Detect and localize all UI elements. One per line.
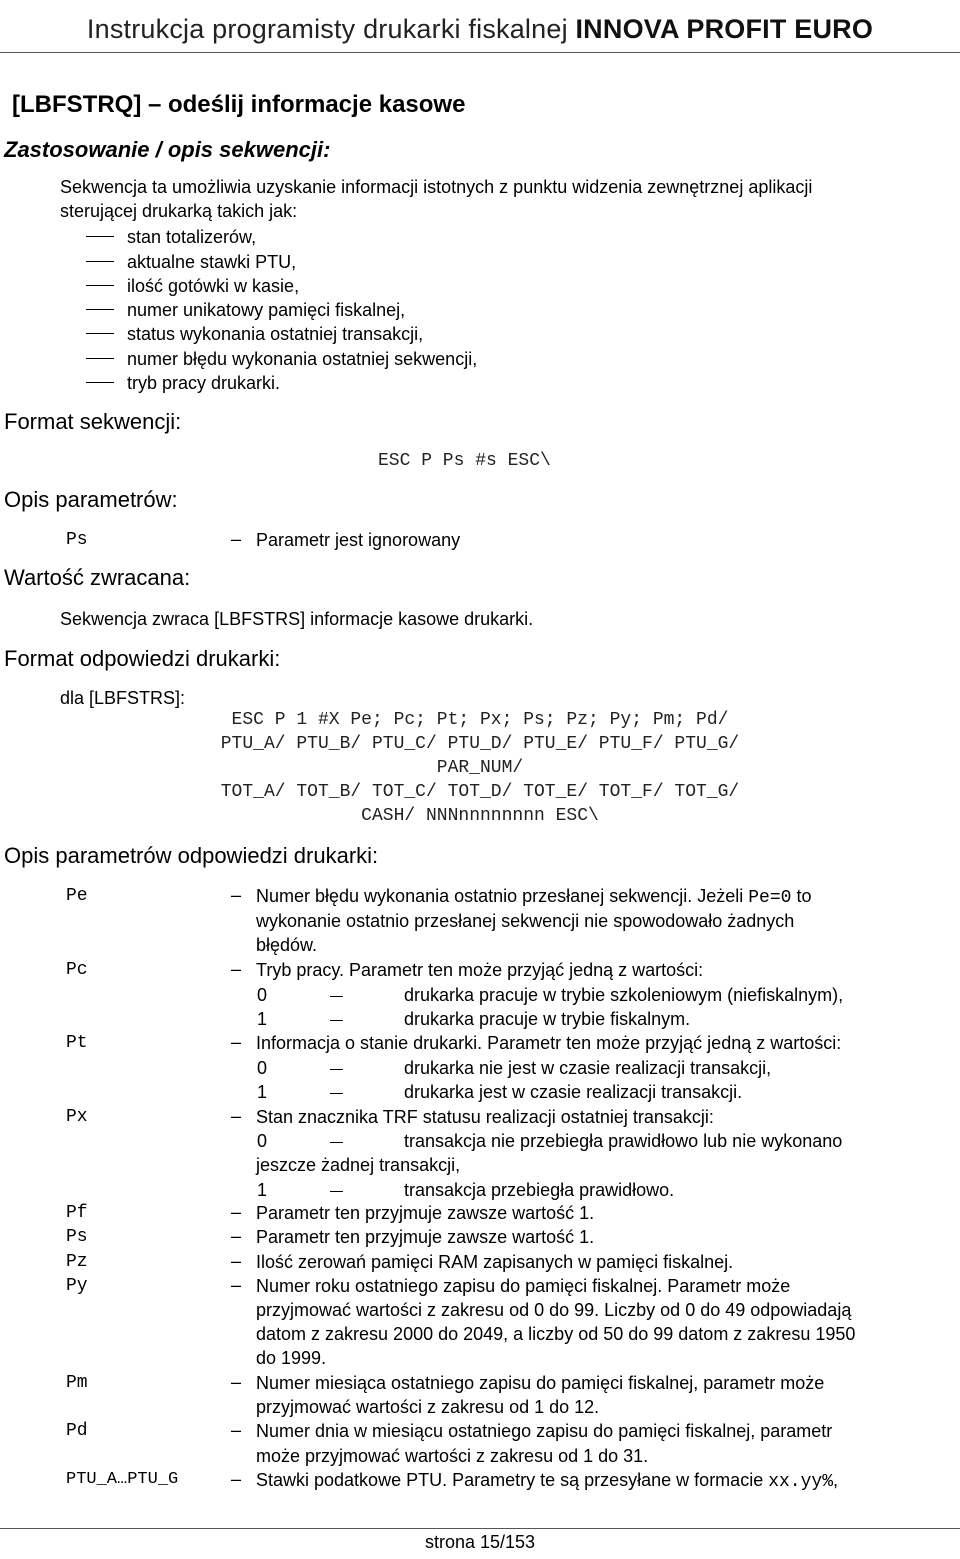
usage-heading: Zastosowanie / opis sekwencji: bbox=[4, 137, 331, 162]
bullet-dash bbox=[86, 236, 114, 237]
bullet-dash bbox=[86, 382, 114, 383]
param-description: Ilość zerowań pamięci RAM zapisanych w pamięci fiskalnej. bbox=[256, 1252, 734, 1272]
param-description: Stawki podatkowe PTU. Parametry te są przesyłane w formacie xx.yy%, bbox=[256, 1470, 839, 1492]
param-dash: – bbox=[231, 959, 242, 979]
param-name: Pe bbox=[66, 886, 88, 906]
param-description: datom z zakresu 2000 do 2049, a liczby od 50 do 99 datom z zakresu 1950 bbox=[256, 1324, 856, 1344]
format-sequence: ESC P Ps #s ESC\ bbox=[378, 451, 551, 471]
param-dash: – bbox=[231, 1469, 242, 1489]
param-description: przyjmować wartości z zakresu od 1 do 12. bbox=[256, 1397, 600, 1417]
param-dash: – bbox=[231, 1420, 242, 1440]
param-dash: – bbox=[231, 1202, 242, 1222]
value-description: drukarka jest w czasie realizacji transakcji. bbox=[404, 1082, 743, 1102]
page-number: strona 15/153 bbox=[424, 1532, 536, 1552]
param-dash: – bbox=[231, 1032, 242, 1052]
value-number: 1 bbox=[257, 1180, 268, 1200]
value-description: drukarka pracuje w trybie szkoleniowym (niefiskalnym), bbox=[404, 985, 844, 1005]
param-description: Numer miesiąca ostatniego zapisu do pamięci fiskalnej, parametr może bbox=[256, 1373, 825, 1393]
value-description: transakcja nie przebiegła prawidłowo lub nie wykonano bbox=[404, 1131, 843, 1151]
code-value: xx.yy% bbox=[768, 1472, 834, 1492]
param-description: Numer dnia w miesiącu ostatniego zapisu do pamięci fiskalnej, parametr bbox=[256, 1421, 833, 1441]
value-dash bbox=[330, 996, 343, 997]
value-description-continued: jeszcze żadnej transakcji, bbox=[256, 1155, 461, 1175]
value-number: 1 bbox=[257, 1082, 268, 1102]
response-params-heading: Opis parametrów odpowiedzi drukarki: bbox=[4, 843, 379, 868]
param-name: Py bbox=[66, 1276, 88, 1296]
bullet-item: ilość gotówki w kasie, bbox=[127, 276, 300, 296]
header-divider bbox=[0, 52, 960, 53]
param-description: Tryb pracy. Parametr ten może przyjąć jedną z wartości: bbox=[256, 960, 704, 980]
header-title-prefix: Instrukcja programisty drukarki fiskalnej bbox=[86, 14, 568, 44]
value-description: drukarka pracuje w trybie fiskalnym. bbox=[404, 1009, 691, 1029]
bullet-item: numer unikatowy pamięci fiskalnej, bbox=[127, 300, 406, 320]
response-line: CASH/ NNNnnnnnnnn ESC\ bbox=[361, 806, 599, 826]
param-name: Pd bbox=[66, 1421, 88, 1441]
param-name: Pm bbox=[66, 1373, 88, 1393]
param-name: Px bbox=[66, 1107, 88, 1127]
intro-line-1: Sekwencja ta umożliwia uzyskanie informacji istotnych z punktu widzenia zewnętrznej aplikacji bbox=[60, 177, 813, 197]
bullet-dash bbox=[86, 309, 114, 310]
param-dash: – bbox=[231, 885, 242, 905]
value-number: 0 bbox=[257, 1058, 268, 1078]
param-dash: – bbox=[231, 1106, 242, 1126]
bullet-dash bbox=[86, 261, 114, 262]
page-header-title bbox=[0, 14, 960, 45]
footer-divider bbox=[0, 1528, 960, 1529]
param-description: przyjmować wartości z zakresu od 0 do 99. Liczby od 0 do 49 odpowiadają bbox=[256, 1300, 852, 1320]
param-dash: – bbox=[231, 1275, 242, 1295]
param-name: Pc bbox=[66, 960, 88, 980]
param-description: błędów. bbox=[256, 935, 318, 955]
value-dash bbox=[330, 1142, 343, 1143]
value-dash bbox=[330, 1020, 343, 1021]
response-heading: Format odpowiedzi drukarki: bbox=[4, 646, 281, 671]
bullet-item: status wykonania ostatniej transakcji, bbox=[127, 324, 424, 344]
value-description: transakcja przebiegła prawidłowo. bbox=[404, 1180, 675, 1200]
param-description: do 1999. bbox=[256, 1348, 327, 1368]
param-name: Ps bbox=[66, 530, 88, 550]
response-line: TOT_A/ TOT_B/ TOT_C/ TOT_D/ TOT_E/ TOT_F/ TOT_G/ bbox=[220, 782, 740, 802]
return-text: Sekwencja zwraca [LBFSTRS] informacje kasowe drukarki. bbox=[60, 609, 534, 629]
param-description: może przyjmować wartości z zakresu od 1 do 31. bbox=[256, 1446, 649, 1466]
value-number: 1 bbox=[257, 1009, 268, 1029]
param-description: Numer błędu wykonania ostatnio przesłanej sekwencji. Jeżeli Pe=0 to bbox=[256, 886, 812, 908]
bullet-dash bbox=[86, 285, 114, 286]
return-heading: Wartość zwracana: bbox=[4, 565, 191, 590]
param-dash: – bbox=[231, 529, 242, 549]
param-dash: – bbox=[231, 1251, 242, 1271]
param-dash: – bbox=[231, 1372, 242, 1392]
param-dash: – bbox=[231, 1226, 242, 1246]
value-dash bbox=[330, 1191, 343, 1192]
bullet-item: aktualne stawki PTU, bbox=[127, 252, 297, 272]
response-for-label: dla [LBFSTRS]: bbox=[60, 688, 186, 708]
param-name: Ps bbox=[66, 1227, 88, 1247]
param-description: Stan znacznika TRF statusu realizacji ostatniej transakcji: bbox=[256, 1107, 714, 1127]
param-description: Numer roku ostatniego zapisu do pamięci fiskalnej. Parametr może bbox=[256, 1276, 791, 1296]
value-number: 0 bbox=[257, 985, 268, 1005]
param-name: PTU_A…PTU_G bbox=[66, 1470, 179, 1489]
params-heading: Opis parametrów: bbox=[4, 487, 178, 512]
param-name: Pz bbox=[66, 1252, 88, 1272]
format-heading: Format sekwencji: bbox=[4, 409, 182, 434]
param-description: Informacja o stanie drukarki. Parametr ten może przyjąć jedną z wartości: bbox=[256, 1033, 842, 1053]
value-number: 0 bbox=[257, 1131, 268, 1151]
response-line: ESC P 1 #X Pe; Pc; Pt; Px; Ps; Pz; Py; Pm; Pd/ bbox=[231, 710, 729, 730]
param-description: Parametr jest ignorowany bbox=[256, 530, 461, 550]
param-name: Pt bbox=[66, 1033, 88, 1053]
response-line: PAR_NUM/ bbox=[436, 758, 524, 778]
param-description: wykonanie ostatnio przesłanej sekwencji nie spowodowało żadnych bbox=[256, 911, 795, 931]
header-title-product: INNOVA PROFIT EURO bbox=[575, 14, 874, 44]
param-name: Pf bbox=[66, 1203, 88, 1223]
bullet-dash bbox=[86, 333, 114, 334]
code-value: Pe=0 bbox=[748, 888, 792, 908]
value-dash bbox=[330, 1069, 343, 1070]
bullet-dash bbox=[86, 358, 114, 359]
value-dash bbox=[330, 1093, 343, 1094]
bullet-item: tryb pracy drukarki. bbox=[127, 373, 281, 393]
value-description: drukarka nie jest w czasie realizacji transakcji, bbox=[404, 1058, 772, 1078]
section-title: [LBFSTRQ] – odeślij informacje kasowe bbox=[12, 91, 466, 118]
param-description: Parametr ten przyjmuje zawsze wartość 1. bbox=[256, 1203, 595, 1223]
intro-line-2: sterującej drukarką takich jak: bbox=[60, 201, 298, 221]
bullet-item: numer błędu wykonania ostatniej sekwencji, bbox=[127, 349, 478, 369]
param-description: Parametr ten przyjmuje zawsze wartość 1. bbox=[256, 1227, 595, 1247]
response-line: PTU_A/ PTU_B/ PTU_C/ PTU_D/ PTU_E/ PTU_F/ PTU_G/ bbox=[220, 734, 740, 754]
bullet-item: stan totalizerów, bbox=[127, 227, 257, 247]
